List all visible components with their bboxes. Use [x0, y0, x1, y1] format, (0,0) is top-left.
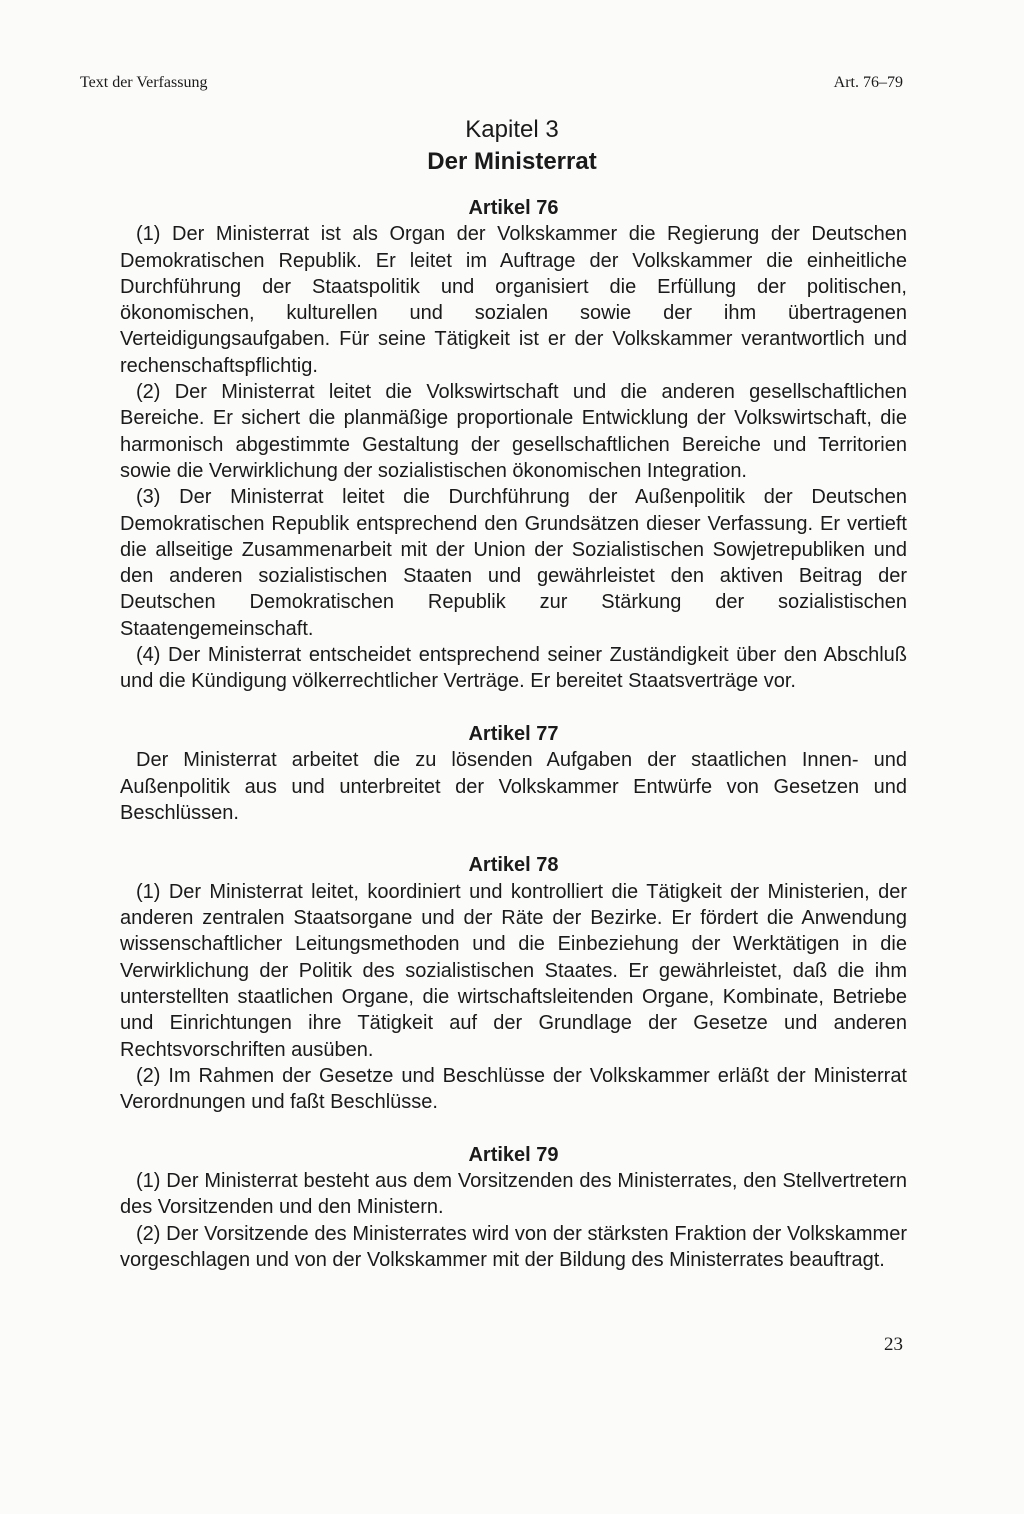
article-paragraph: (1) Der Ministerrat leitet, koordiniert und kontrolliert die Tätigkeit der Ministerien, der anderen zentralen Staatsorgane und der Räte der Bezirke. Er fördert die Anwendung wissenschaftlicher Leitungsmethoden und die Einbeziehung der Werktätigen in die Verwirklichung der Politik des sozialistischen Staates. Er gewährleistet, daß die ihm unterstellten staatlichen Organe, die wirtschaftsleitenden Organe, Kombinate, Betriebe und Einrichtungen ihre Tätigkeit auf der Grundlage der Gesetze und anderen Rechtsvorschriften ausüben. — [120, 880, 907, 1061]
article-paragraph: (2) Im Rahmen der Gesetze und Beschlüsse der Volkskammer erläßt der Ministerrat Verordnungen und faßt Beschlüsse. — [120, 1064, 907, 1114]
chapter-number: Kapitel 3 — [465, 116, 559, 143]
article-77 — [120, 721, 907, 826]
article-heading: Artikel 77 — [468, 722, 559, 745]
article-paragraph: (2) Der Ministerrat leitet die Volkswirtschaft und die anderen gesellschaftlichen Bereiche. Er sichert die planmäßige proportionale Entwicklung der Volkswirtschaft, die harmonisch abgestimmte Gestaltung der gesellschaftlichen Bereiche und Territorien sowie die Verwirklichung der sozialistischen ökonomischen Integration. — [120, 381, 907, 482]
article-paragraph: (1) Der Ministerrat ist als Organ der Volkskammer die Regierung der Deutschen Demokratischen Republik. Er leitet im Auftrage der Volkskammer die einheitliche Durchführung der Staatspolitik und organisiert die Erfüllung der politischen, ökonomischen, kulturellen und sozialen sowie der ihm übertragenen Verteidigungsaufgaben. Für seine Tätigkeit ist er der Volkskammer verantwortlich und rechenschaftspflichtig. — [120, 223, 907, 377]
article-paragraph: (3) Der Ministerrat leitet die Durchführung der Außenpolitik der Deutschen Demokratischen Republik entsprechend den Grundsätzen dieser Verfassung. Er vertieft die allseitige Zusammenarbeit mit der Union der Sozialistischen Sowjetrepubliken und den anderen sozialistischen Staaten und gewährleistet den aktiven Beitrag der Deutschen Demokratischen Republik zur Stärkung der sozialistischen Staatengemeinschaft. — [120, 486, 907, 640]
page-number: 23 — [884, 1334, 903, 1355]
article-heading: Artikel 78 — [468, 854, 559, 877]
article-heading: Artikel 79 — [468, 1143, 559, 1166]
article-heading: Artikel 76 — [468, 197, 559, 219]
article-paragraph: (4) Der Ministerrat entscheidet entsprechend seiner Zuständigkeit über den Abschluß und die Kündigung völkerrechtlicher Verträge. Er bereitet Staatsverträge vor. — [120, 644, 907, 693]
running-head-left: Text der Verfassung — [80, 74, 208, 91]
chapter-title: Der Ministerrat — [427, 148, 597, 175]
article-76 — [120, 195, 907, 695]
article-79 — [120, 1142, 907, 1273]
running-head — [0, 74, 1024, 98]
article-paragraph: (1) Der Ministerrat besteht aus dem Vorsitzenden des Ministerrates, den Stellvertretern des Vorsitzenden und den Ministern. — [120, 1169, 907, 1219]
article-78 — [120, 852, 907, 1115]
article-paragraph: Der Ministerrat arbeitet die zu lösenden Aufgaben der staatlichen Innen- und Außenpolitik aus und unterbreitet der Volkskammer Entwürfe von Gesetzen und Beschlüssen. — [120, 749, 907, 824]
document-body — [120, 195, 907, 1299]
running-head-right: Art. 76–79 — [833, 74, 903, 91]
article-paragraph: (2) Der Vorsitzende des Ministerrates wird von der stärksten Fraktion der Volkskammer vorgeschlagen und von der Volkskammer mit der Bildung des Ministerrates beauftragt. — [120, 1222, 907, 1271]
chapter-heading — [0, 114, 1024, 178]
